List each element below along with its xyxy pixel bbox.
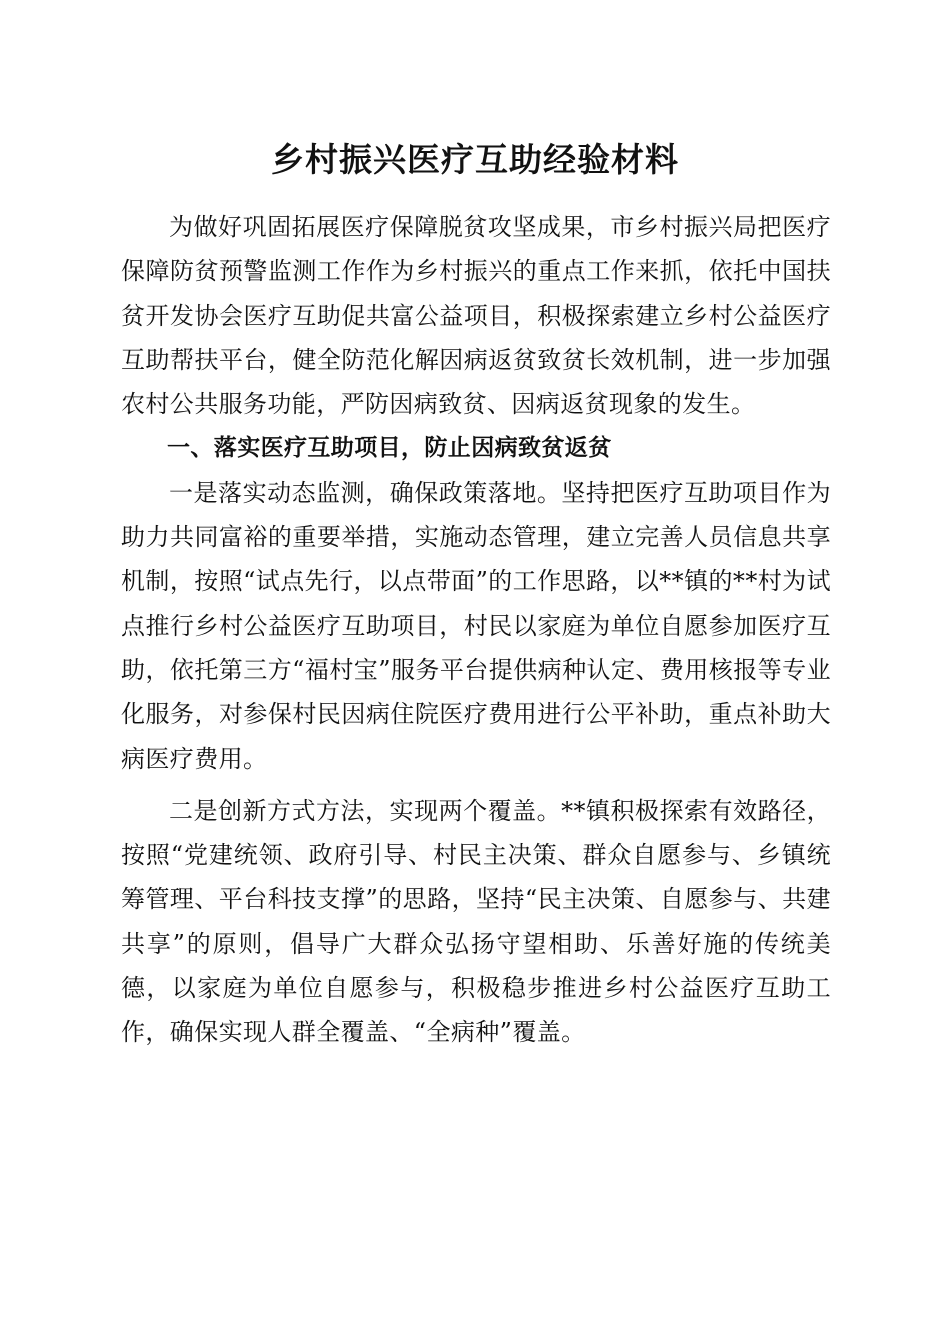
paragraph-1-lead: 一是落实动态监测，确保政策落地。: [169, 478, 562, 507]
section-heading: 一、落实医疗互助项目，防止因病致贫返贫: [167, 435, 612, 462]
paragraph-1: [121, 471, 831, 781]
document-body: [121, 205, 831, 1055]
paragraph-1-body: 坚持把医疗互助项目作为助力共同富裕的重要举措，实施动态管理，建立完善人员信息共享机制，按照“试点先行，以点带面”的工作思路，以**镇的**村为试点推行乡村公益医疗互助项目，村民以家庭为单位自愿参加医疗互助，依托第三方“福村宝”服务平台提供病种认定、费用核报等专业化服务，对参保村民因病住院医疗费用进行公平补助，重点补助大病医疗费用。: [121, 478, 832, 773]
paragraph-2: [121, 789, 831, 1055]
document-title: 乡村振兴医疗互助经验材料: [271, 140, 679, 179]
paragraph-2-lead: 二是创新方式方法，实现两个覆盖。: [169, 796, 562, 825]
intro-paragraph: 为做好巩固拓展医疗保障脱贫攻坚成果，市乡村振兴局把医疗保障防贫预警监测工作作为乡村振兴的重点工作来抓，依托中国扶贫开发协会医疗互助促共富公益项目，积极探索建立乡村公益医疗互助帮扶平台，健全防范化解因病返贫致贫长效机制，进一步加强农村公共服务功能，严防因病致贫、因病返贫现象的发生。: [121, 213, 831, 419]
paragraph-2-body: **镇积极探索有效路径，按照“党建统领、政府引导、村民主决策、群众自愿参与、乡镇统筹管理、平台科技支撑”的思路，坚持“民主决策、自愿参与、共建共享”的原则，倡导广大群众弘扬守望相助、乐善好施的传统美德，以家庭为单位自愿参与，积极稳步推进乡村公益医疗互助工作，确保实现人群全覆盖、“全病种”覆盖。: [121, 796, 831, 1047]
